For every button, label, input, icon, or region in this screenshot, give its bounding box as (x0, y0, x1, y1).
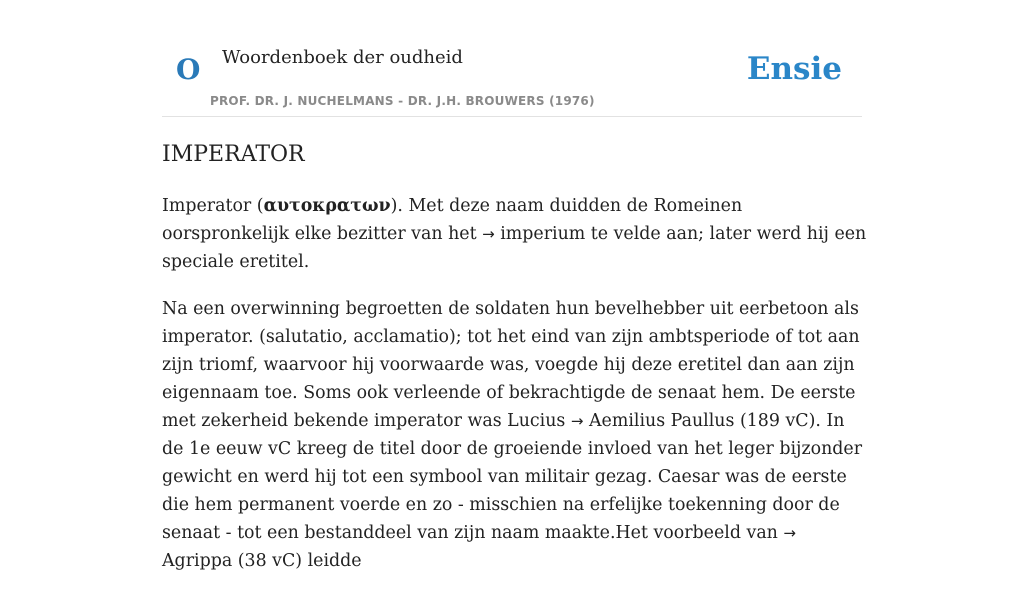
p2-text-3: (38 vC) leidde (232, 551, 362, 571)
ensie-logo-link[interactable]: Ensie (746, 51, 842, 87)
paragraph-1 (162, 192, 867, 276)
arrow-right-icon: → (570, 412, 584, 430)
arrow-right-icon: → (783, 524, 796, 542)
link-imperium[interactable] (482, 224, 585, 244)
p1-text-2: ). Met deze naam duidden de Romeinen oorspronkelijk elke bezitter van het (162, 196, 743, 244)
paragraph-2 (162, 295, 867, 575)
arrow-right-icon: → (482, 225, 495, 243)
link-imperium-label: imperium (500, 224, 586, 244)
book-authors: PROF. DR. J. NUCHELMANS - DR. J.H. BROUWERS (1976) (210, 94, 595, 108)
entry-title: IMPERATOR (162, 142, 305, 167)
link-agrippa-label: Agrippa (162, 551, 233, 571)
link-aemilius-paullus-label: Aemilius Paullus (589, 411, 735, 431)
p1-text-1: Imperator ( (162, 196, 264, 216)
book-title[interactable]: Woordenboek der oudheid (222, 47, 463, 68)
p1-text-3: te velde aan; later werd hij een speciale eretitel. (162, 224, 867, 272)
p2-text-2: (189 vC). In de 1e eeuw vC kreeg de titel door de groeiende invloed van het leger bijzonder gewicht en werd hij tot een symbool van militair gezag. Caesar was de eerste die hem permanent voerde en zo - misschien na erfelijke toekenning door de senaat - tot een bestanddeel van zijn naam maakte.Het voorbeeld van (162, 411, 863, 543)
entry-content (162, 192, 867, 594)
letter-index[interactable]: O (176, 53, 201, 86)
link-aemilius-paullus[interactable] (571, 411, 735, 431)
greek-term: αυτοκρατων (263, 196, 391, 216)
header (162, 0, 862, 117)
p2-text-1: Na een overwinning begroetten de soldaten hun bevelhebber uit eerbetoon als imperator. (salutatio, acclamatio); tot het eind van zijn ambtsperiode of tot aan zijn triomf, waarvoor hij voorwaarde was, voegde hij deze eretitel dan aan zijn eigennaam toe. Soms ook verleende of bekrachtigde de senaat hem. De eerste met zekerheid bekende imperator was Lucius (162, 299, 860, 431)
